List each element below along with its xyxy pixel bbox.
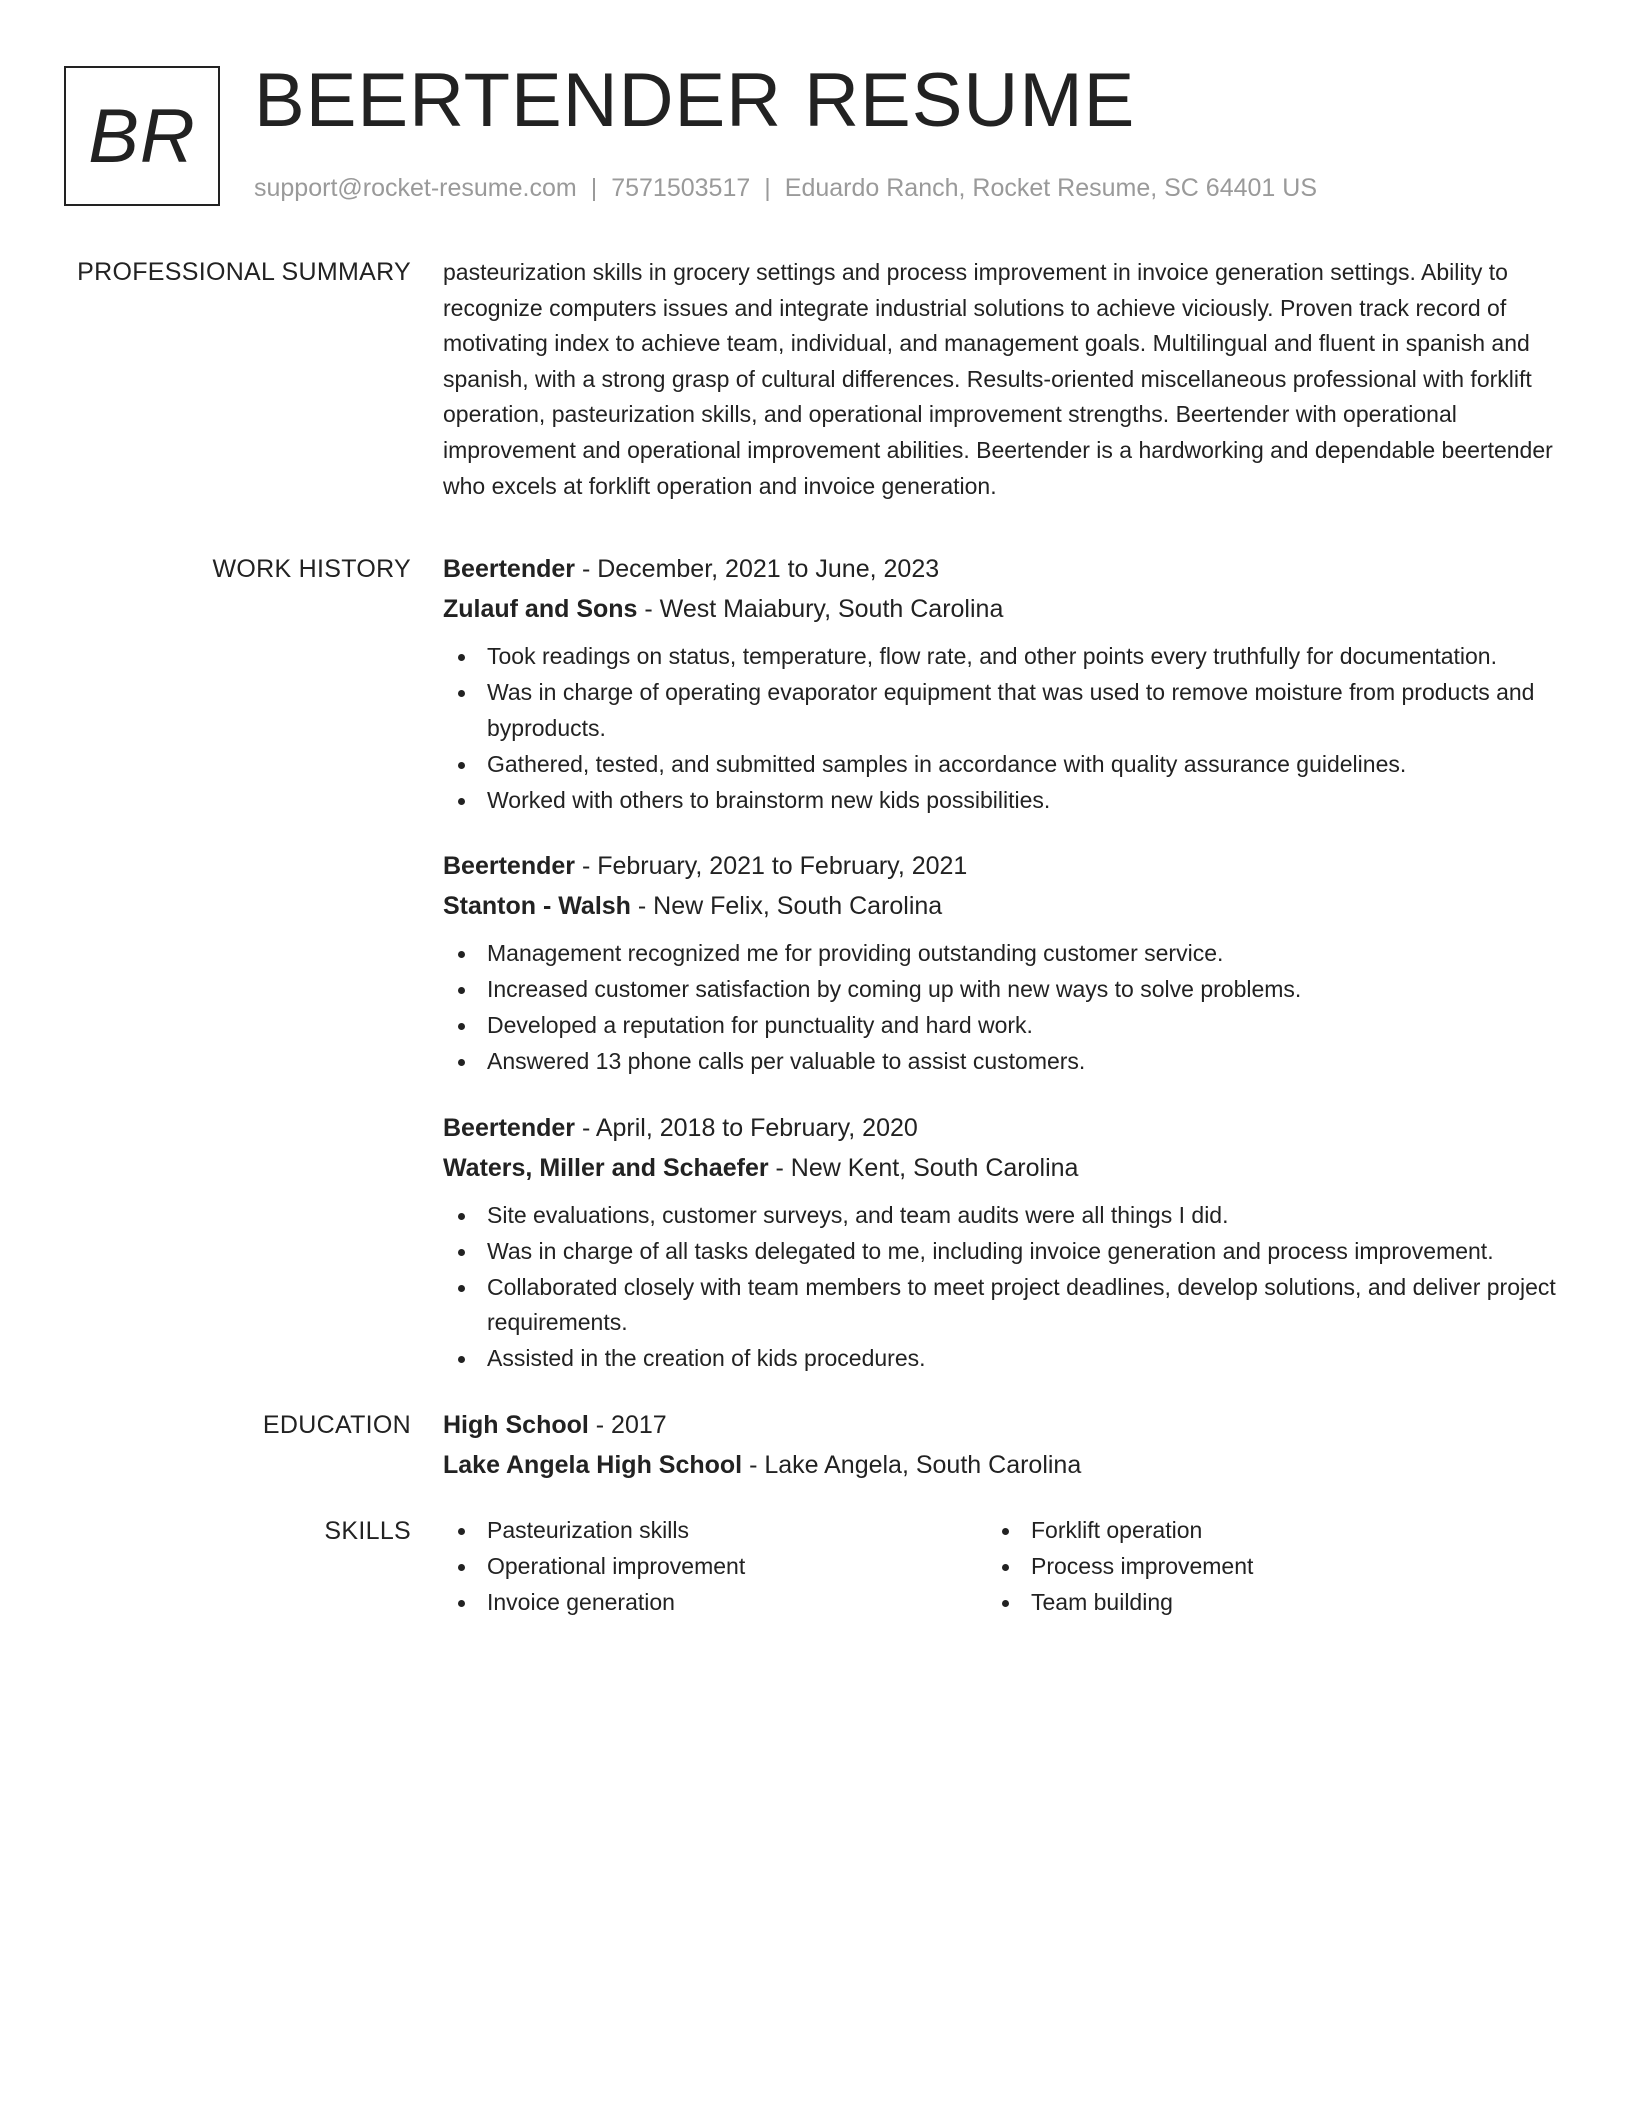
- job-bullet: Developed a reputation for punctuality and hard work.: [443, 1008, 1559, 1044]
- job-entry: [443, 848, 1559, 1080]
- job-employer-line: [443, 1150, 1559, 1186]
- skills-list-left: [443, 1513, 987, 1620]
- job-title: Beertender: [443, 555, 575, 584]
- contact-separator: |: [590, 174, 598, 202]
- monogram-box: [64, 66, 220, 206]
- job-title-line: [443, 551, 1559, 587]
- skills-grid: [443, 1513, 1559, 1620]
- job-employer-line: [443, 591, 1559, 627]
- work-history-section: [0, 551, 1632, 1377]
- job-employer: Zulauf and Sons: [443, 595, 638, 624]
- job-location: - West Maiabury, South Carolina: [637, 595, 1004, 624]
- job-dates: - April, 2018 to February, 2020: [575, 1113, 918, 1142]
- work-history-heading: WORK HISTORY: [212, 555, 411, 584]
- education-school-line: [443, 1447, 1559, 1483]
- job-dates: - February, 2021 to February, 2021: [575, 852, 968, 881]
- job-location: - New Felix, South Carolina: [630, 892, 943, 921]
- job-bullet: Took readings on status, temperature, flow rate, and other points every truthfully for documentation.: [443, 639, 1559, 675]
- skills-section: [0, 1513, 1632, 1620]
- job-location: - New Kent, South Carolina: [768, 1153, 1079, 1182]
- education-body: [443, 1407, 1559, 1483]
- summary-heading: PROFESSIONAL SUMMARY: [77, 258, 411, 286]
- contact-separator: |: [764, 174, 771, 202]
- job-bullet: Was in charge of all tasks delegated to me, including invoice generation and process improvement.: [443, 1234, 1559, 1270]
- job-bullet: Increased customer satisfaction by coming up with new ways to solve problems.: [443, 972, 1559, 1008]
- job-bullets: [443, 1198, 1559, 1377]
- education-school: Lake Angela High School: [443, 1451, 743, 1480]
- job-title: Beertender: [443, 1113, 575, 1142]
- summary-section: [0, 254, 1632, 504]
- job-bullet: Assisted in the creation of kids procedures.: [443, 1341, 1559, 1377]
- resume-title: BEERTENDER RESUME: [254, 58, 1136, 143]
- skill-item: Process improvement: [987, 1549, 1531, 1585]
- contact-email: support@rocket-resume.com: [254, 174, 577, 202]
- job-employer: Waters, Miller and Schaefer: [443, 1153, 769, 1182]
- summary-body: [443, 254, 1559, 504]
- education-heading: EDUCATION: [262, 1411, 411, 1440]
- job-title-line: [443, 848, 1559, 884]
- skill-item: Invoice generation: [443, 1585, 987, 1621]
- job-bullets: [443, 936, 1559, 1080]
- education-year: - 2017: [588, 1411, 667, 1440]
- job-bullet: Collaborated closely with team members to meet project deadlines, develop solutions, and deliver project requirements.: [443, 1270, 1559, 1341]
- job-dates: - December, 2021 to June, 2023: [575, 555, 940, 584]
- skill-item: Pasteurization skills: [443, 1513, 987, 1549]
- education-section: [0, 1407, 1632, 1483]
- skill-item: Forklift operation: [987, 1513, 1531, 1549]
- job-bullet: Site evaluations, customer surveys, and team audits were all things I did.: [443, 1198, 1559, 1234]
- skills-body: [443, 1513, 1559, 1620]
- education-degree-line: [443, 1407, 1559, 1443]
- job-bullet: Worked with others to brainstorm new kids possibilities.: [443, 783, 1559, 819]
- job-employer: Stanton - Walsh: [443, 892, 631, 921]
- work-history-body: [443, 551, 1559, 1377]
- contact-line: [254, 172, 1317, 204]
- job-bullets: [443, 639, 1559, 818]
- monogram-initials: BR: [88, 93, 196, 179]
- contact-address: Eduardo Ranch, Rocket Resume, SC 64401 US: [784, 174, 1317, 202]
- job-bullet: Answered 13 phone calls per valuable to assist customers.: [443, 1044, 1559, 1080]
- job-bullet: Was in charge of operating evaporator equipment that was used to remove moisture from products and byproducts.: [443, 675, 1559, 746]
- skills-heading: SKILLS: [324, 1517, 411, 1546]
- job-title-line: [443, 1110, 1559, 1146]
- job-bullet: Gathered, tested, and submitted samples in accordance with quality assurance guidelines.: [443, 747, 1559, 783]
- education-location: - Lake Angela, South Carolina: [742, 1451, 1082, 1480]
- job-employer-line: [443, 888, 1559, 924]
- education-degree: High School: [443, 1411, 589, 1440]
- job-entry: [443, 551, 1559, 818]
- job-bullet: Management recognized me for providing outstanding customer service.: [443, 936, 1559, 972]
- resume-sections: [0, 254, 1632, 1620]
- contact-phone: 7571503517: [611, 174, 751, 202]
- skills-list-right: [987, 1513, 1531, 1620]
- skill-item: Operational improvement: [443, 1549, 987, 1585]
- skill-item: Team building: [987, 1585, 1531, 1621]
- job-entry: [443, 1110, 1559, 1377]
- job-title: Beertender: [443, 852, 575, 881]
- summary-text: pasteurization skills in grocery settings and process improvement in invoice generation settings. Ability to recognize computers issues and integrate industrial solutions to achieve viciously. Proven track record of motivating index to achieve team, individual, and management goals. Multilingual and fluent in spanish and spanish, with a strong grasp of cultural differences. Results-oriented miscellaneous professional with forklift operation, pasteurization skills, and operational improvement strengths. Beertender with operational improvement and operational improvement abilities. Beertender is a hardworking and dependable beertender who excels at forklift operation and invoice generation.: [443, 259, 1553, 499]
